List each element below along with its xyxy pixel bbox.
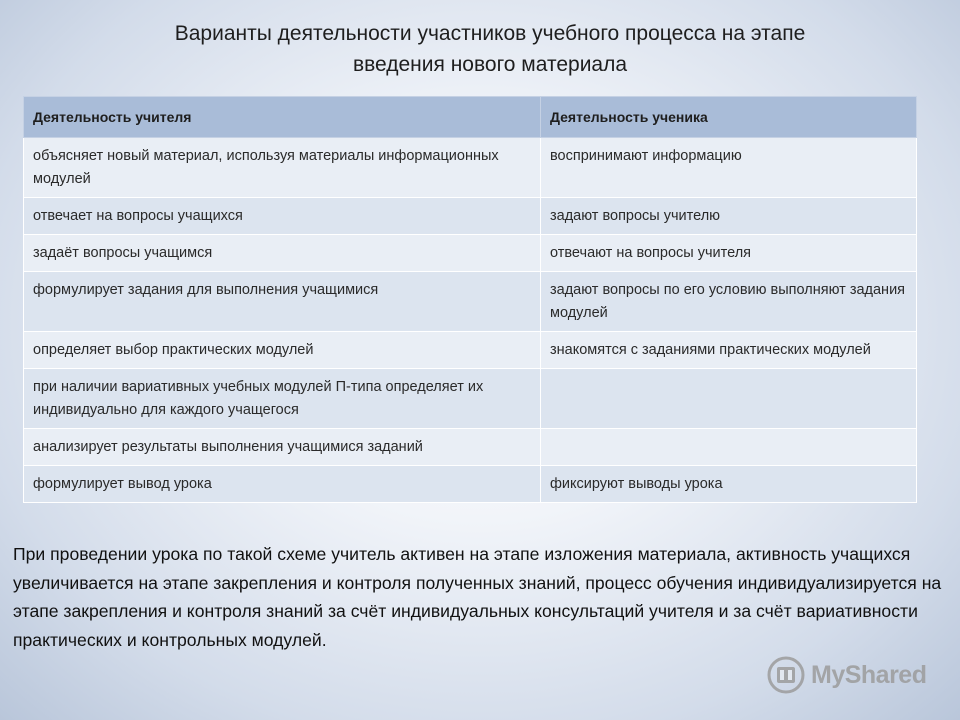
student-cell: знакомятся с заданиями практических модулей [541,332,917,369]
myshared-logo-icon [766,656,806,694]
teacher-cell: при наличии вариативных учебных модулей П-типа определяет их индивидуально для каждого учащегося [24,369,541,429]
teacher-cell: отвечает на вопросы учащихся [24,198,541,235]
table-row [24,235,917,272]
table-row [24,138,917,198]
myshared-watermark [766,656,926,694]
watermark-text: MyShared [811,660,927,689]
student-cell [541,369,917,429]
title-line-2: введения нового материала [352,53,628,76]
table-row [24,429,917,466]
table-row [24,466,917,503]
student-cell: отвечают на вопросы учителя [541,235,917,272]
table-row [24,272,917,332]
student-cell: задают вопросы по его условию выполняют задания модулей [541,272,917,332]
teacher-cell: задаёт вопросы учащимся [24,235,541,272]
teacher-cell: объясняет новый материал, используя материалы информационных модулей [24,138,541,198]
student-cell: фиксируют выводы урока [541,466,917,503]
title-line-1: Варианты деятельности участников учебного процесса на этапе [174,22,806,45]
teacher-cell: формулирует вывод урока [24,466,541,503]
page-title [0,18,960,80]
table-header-row [24,97,917,138]
student-cell: воспринимают информацию [541,138,917,198]
table-row [24,369,917,429]
teacher-cell: анализирует результаты выполнения учащимися заданий [24,429,541,466]
header-student-activity: Деятельность ученика [541,97,917,138]
teacher-cell: формулирует задания для выполнения учащимися [24,272,541,332]
student-cell [541,429,917,466]
summary-paragraph: При проведении урока по такой схеме учитель активен на этапе изложения материала, активность учащихся увеличивается на этапе закрепления и контроля полученных знаний, процесс обучения индивидуализируется на этапе закрепления и контроля знаний за счёт индивидуальных консультаций учителя и за счёт вариативности практических и контрольных модулей. [13,544,942,650]
table-row [24,332,917,369]
activities-table [23,96,917,503]
table-row [24,198,917,235]
teacher-cell: определяет выбор практических модулей [24,332,541,369]
header-teacher-activity: Деятельность учителя [24,97,541,138]
student-cell: задают вопросы учителю [541,198,917,235]
